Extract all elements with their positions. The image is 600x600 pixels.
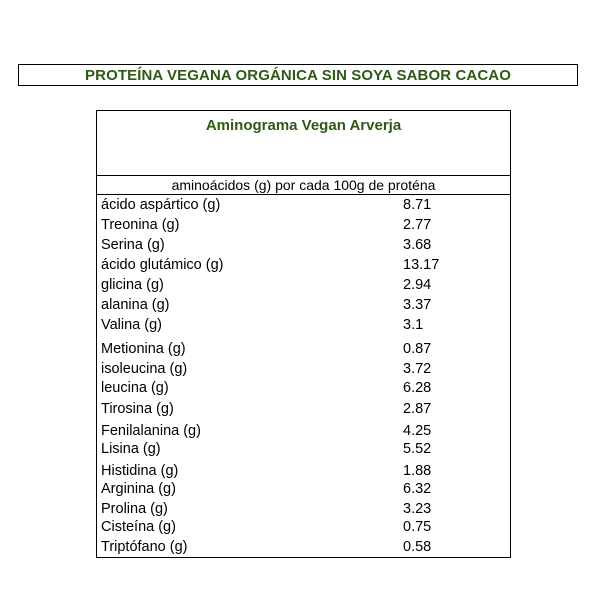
amino-acid-value: 1.88 xyxy=(403,463,432,479)
amino-acid-value: 13.17 xyxy=(403,257,440,273)
amino-acid-value: 3.23 xyxy=(403,501,432,517)
amino-acid-name: Treonina (g) xyxy=(101,217,180,233)
amino-acid-value: 2.77 xyxy=(403,217,432,233)
table-header xyxy=(97,111,510,175)
table-row xyxy=(97,255,510,275)
amino-acid-name: Fenilalanina (g) xyxy=(101,423,201,439)
amino-acid-value: 4.25 xyxy=(403,423,432,439)
table-row xyxy=(97,499,510,519)
amino-acid-value: 2.94 xyxy=(403,277,432,293)
product-title: PROTEÍNA VEGANA ORGÁNICA SIN SOYA SABOR CACAO xyxy=(85,66,511,84)
table-row xyxy=(97,275,510,295)
amino-acid-value: 2.87 xyxy=(403,401,432,417)
amino-acid-value: 5.52 xyxy=(403,441,432,457)
amino-acid-value: 3.68 xyxy=(403,237,432,253)
amino-acid-value: 6.28 xyxy=(403,380,432,396)
amino-acid-name: Serina (g) xyxy=(101,237,165,253)
table-row xyxy=(97,378,510,398)
amino-acid-value: 0.87 xyxy=(403,341,432,357)
amino-acid-name: Histidina (g) xyxy=(101,463,179,479)
table-row xyxy=(97,195,510,215)
table-row xyxy=(97,215,510,235)
table-row xyxy=(97,517,510,537)
amino-acid-value: 3.37 xyxy=(403,297,432,313)
amino-acid-name: leucina (g) xyxy=(101,380,169,396)
amino-acid-name: glicina (g) xyxy=(101,277,164,293)
amino-acid-name: ácido aspártico (g) xyxy=(101,197,221,213)
amino-acid-name: Cisteína (g) xyxy=(101,519,176,535)
amino-acid-name: Prolina (g) xyxy=(101,501,168,517)
amino-acid-name: Valina (g) xyxy=(101,317,162,333)
table-row xyxy=(97,359,510,379)
table-row xyxy=(97,315,510,335)
table-row xyxy=(97,399,510,419)
amino-acid-name: isoleucina (g) xyxy=(101,361,188,377)
table-title: Aminograma Vegan Arverja xyxy=(205,117,402,134)
table-row xyxy=(97,339,510,359)
product-title-box xyxy=(18,64,578,86)
amino-acid-name: Tirosina (g) xyxy=(101,401,174,417)
amino-acid-value: 0.58 xyxy=(403,539,432,555)
amino-acid-name: alanina (g) xyxy=(101,297,170,313)
table-row xyxy=(97,537,510,557)
amino-acid-value: 8.71 xyxy=(403,197,432,213)
table-row xyxy=(97,461,510,481)
amino-acid-name: ácido glutámico (g) xyxy=(101,257,224,273)
amino-acid-name: Lisina (g) xyxy=(101,441,161,457)
amino-acid-value: 3.1 xyxy=(403,317,424,333)
amino-acid-value: 6.32 xyxy=(403,481,432,497)
amino-acid-value: 0.75 xyxy=(403,519,432,535)
table-row xyxy=(97,421,510,441)
amino-acid-name: Triptófano (g) xyxy=(101,539,188,555)
amino-acid-name: Arginina (g) xyxy=(101,481,176,497)
table-row xyxy=(97,439,510,459)
aminogram-table xyxy=(96,110,511,558)
amino-acid-value: 3.72 xyxy=(403,361,432,377)
table-row xyxy=(97,235,510,255)
table-row xyxy=(97,479,510,499)
column-header: aminoácidos (g) por cada 100g de proténa xyxy=(97,175,510,195)
amino-acid-name: Metionina (g) xyxy=(101,341,186,357)
table-row xyxy=(97,295,510,315)
